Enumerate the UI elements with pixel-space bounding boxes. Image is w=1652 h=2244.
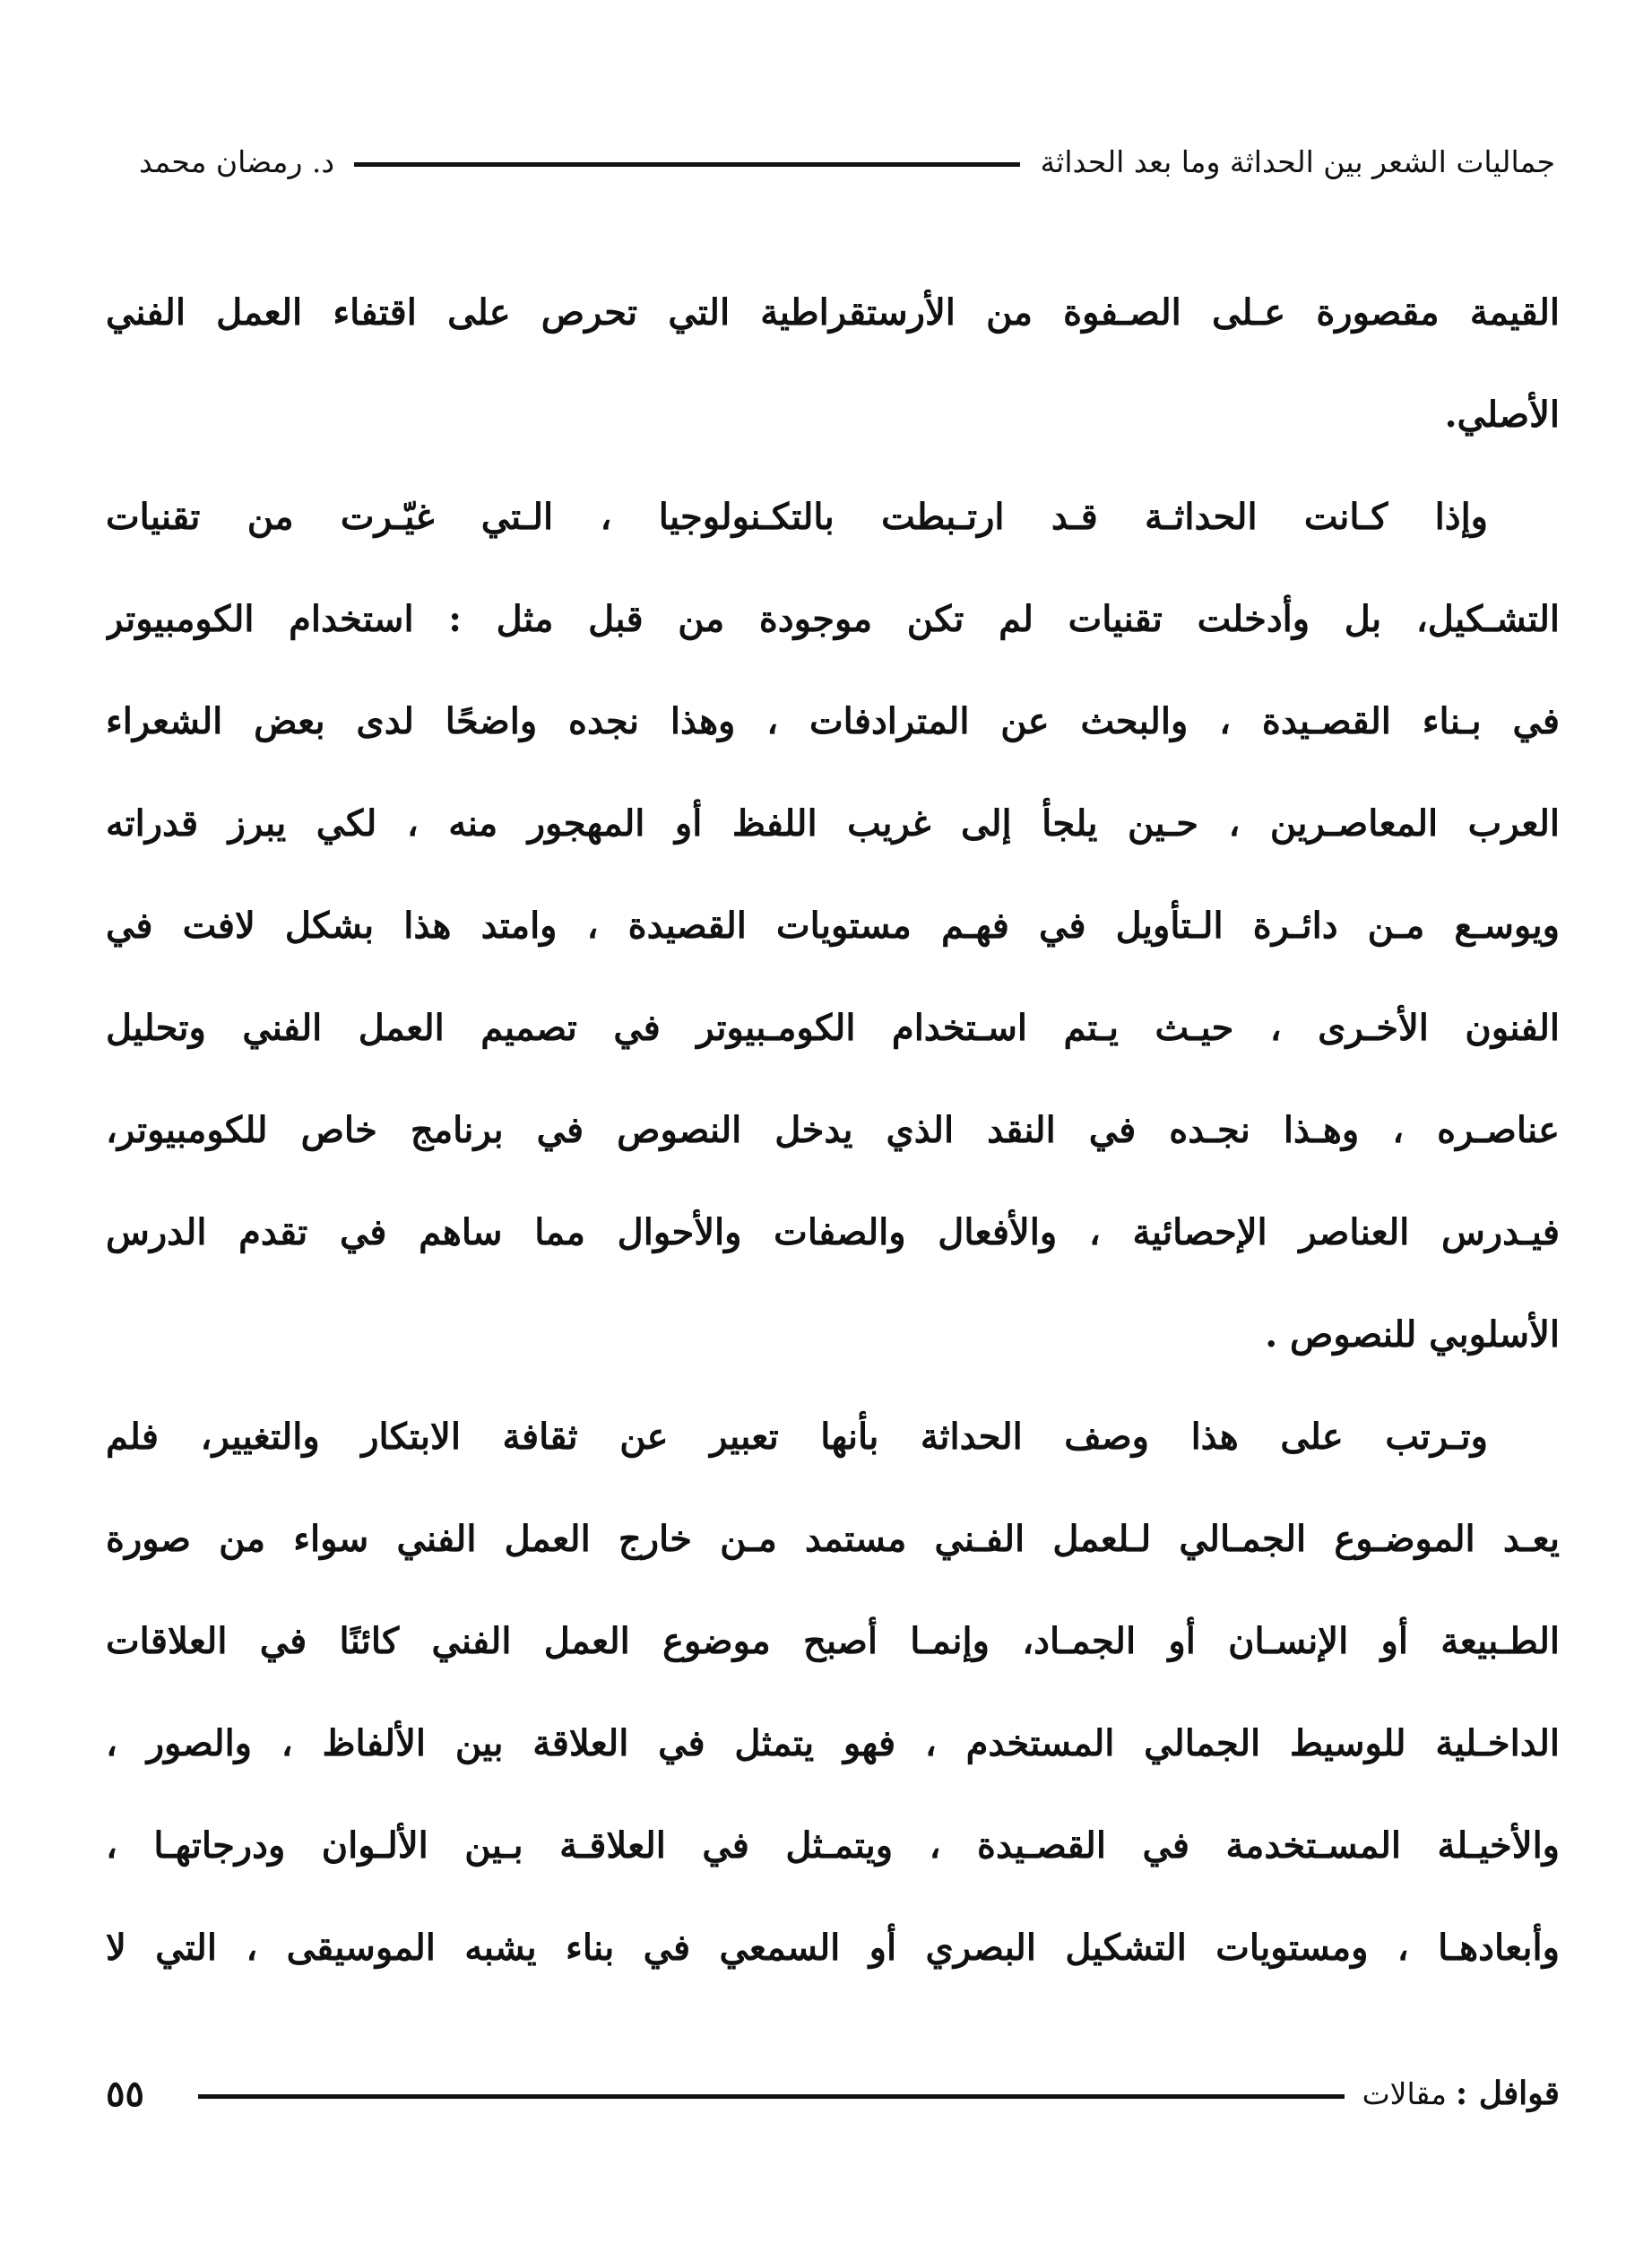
text-line: يعـد الموضـوع الجمـالي لـلعمل الفـني مستمد مـن خارج العمل الفني سواء من صورة: [106, 1518, 1560, 1560]
running-footer: [106, 2062, 1560, 2125]
text-line: فيـدرس العناصر الإحصائية ، والأفعال والصفات والأحوال مما ساهم في تقدم الدرس: [106, 1211, 1560, 1253]
text-line: العرب المعاصـرين ، حـين يلجأ إلى غريب اللفظ أو المهجور منه ، لكي يبرز قدراته: [106, 802, 1560, 845]
footer-section-name: مقالات: [1362, 2075, 1447, 2111]
body-text: [106, 262, 1560, 1999]
text-line: الفنون الأخـرى ، حيـث يـتم اسـتخدام الكومـبيوتر في تصميم العمل الفني وتحليل: [106, 1007, 1560, 1049]
footer-rule: [198, 2094, 1345, 2099]
text-line: وأبعادهـا ، ومستويات التشكيل البصري أو السمعي في بناء يشبه الموسيقى ، التي لا: [106, 1927, 1560, 1969]
page-number: ٥٥: [106, 2072, 144, 2115]
text-line: الأسلوبي للنصوص .: [1265, 1313, 1560, 1356]
running-header: [139, 134, 1555, 188]
header-rule: [354, 162, 1020, 167]
text-line: التشـكيل، بل وأدخلت تقنيات لم تكن موجودة من قبل مثل : استخدام الكومبيوتر: [106, 598, 1560, 640]
header-author: د. رمضان محمد: [139, 143, 335, 179]
text-line: وتـرتب على هذا وصف الحداثة بأنها تعبير عن ثقافة الابتكار والتغيير، فلم: [106, 1416, 1488, 1458]
text-line: ويوسـع مـن دائـرة الـتأويل في فهـم مستويات القصيدة ، وامتد هذا بشكل لافت في: [106, 905, 1560, 947]
text-line: الداخـلية للوسيط الجمالي المستخدم ، فهو يتمثل في العلاقة بين الألفاظ ، والصور ،: [106, 1722, 1560, 1764]
text-line: في بـناء القصـيدة ، والبحث عن المترادفات ، وهذا نجده واضحًا لدى بعض الشعراء: [106, 700, 1560, 742]
header-book-title: جماليات الشعر بين الحداثة وما بعد الحداثة: [1040, 143, 1555, 179]
footer-journal-name: قوافل :: [1455, 2075, 1560, 2112]
text-line: عناصـره ، وهـذا نجـده في النقد الذي يدخل النصوص في برنامج خاص للكومبيوتر،: [106, 1109, 1560, 1151]
text-line: وإذا كـانت الحداثـة قـد ارتـبطت بالتكـنولوجيا ، الـتي غيّـرت من تقنيات: [106, 496, 1488, 538]
text-line: الأصلي.: [1444, 394, 1560, 436]
text-line: والأخيـلة المسـتخدمة في القصـيدة ، ويتمـثل في العلاقـة بـين الألـوان ودرجاتهـا ،: [106, 1824, 1560, 1867]
text-line: القيمة مقصورة عـلى الصـفوة من الأرستقراطية التي تحرص على اقتفاء العمل الفني: [106, 291, 1560, 334]
text-line: الطـبيعة أو الإنسـان أو الجمـاد، وإنمـا أصبح موضوع العمل الفني كائنًا في العلاقات: [106, 1620, 1560, 1662]
